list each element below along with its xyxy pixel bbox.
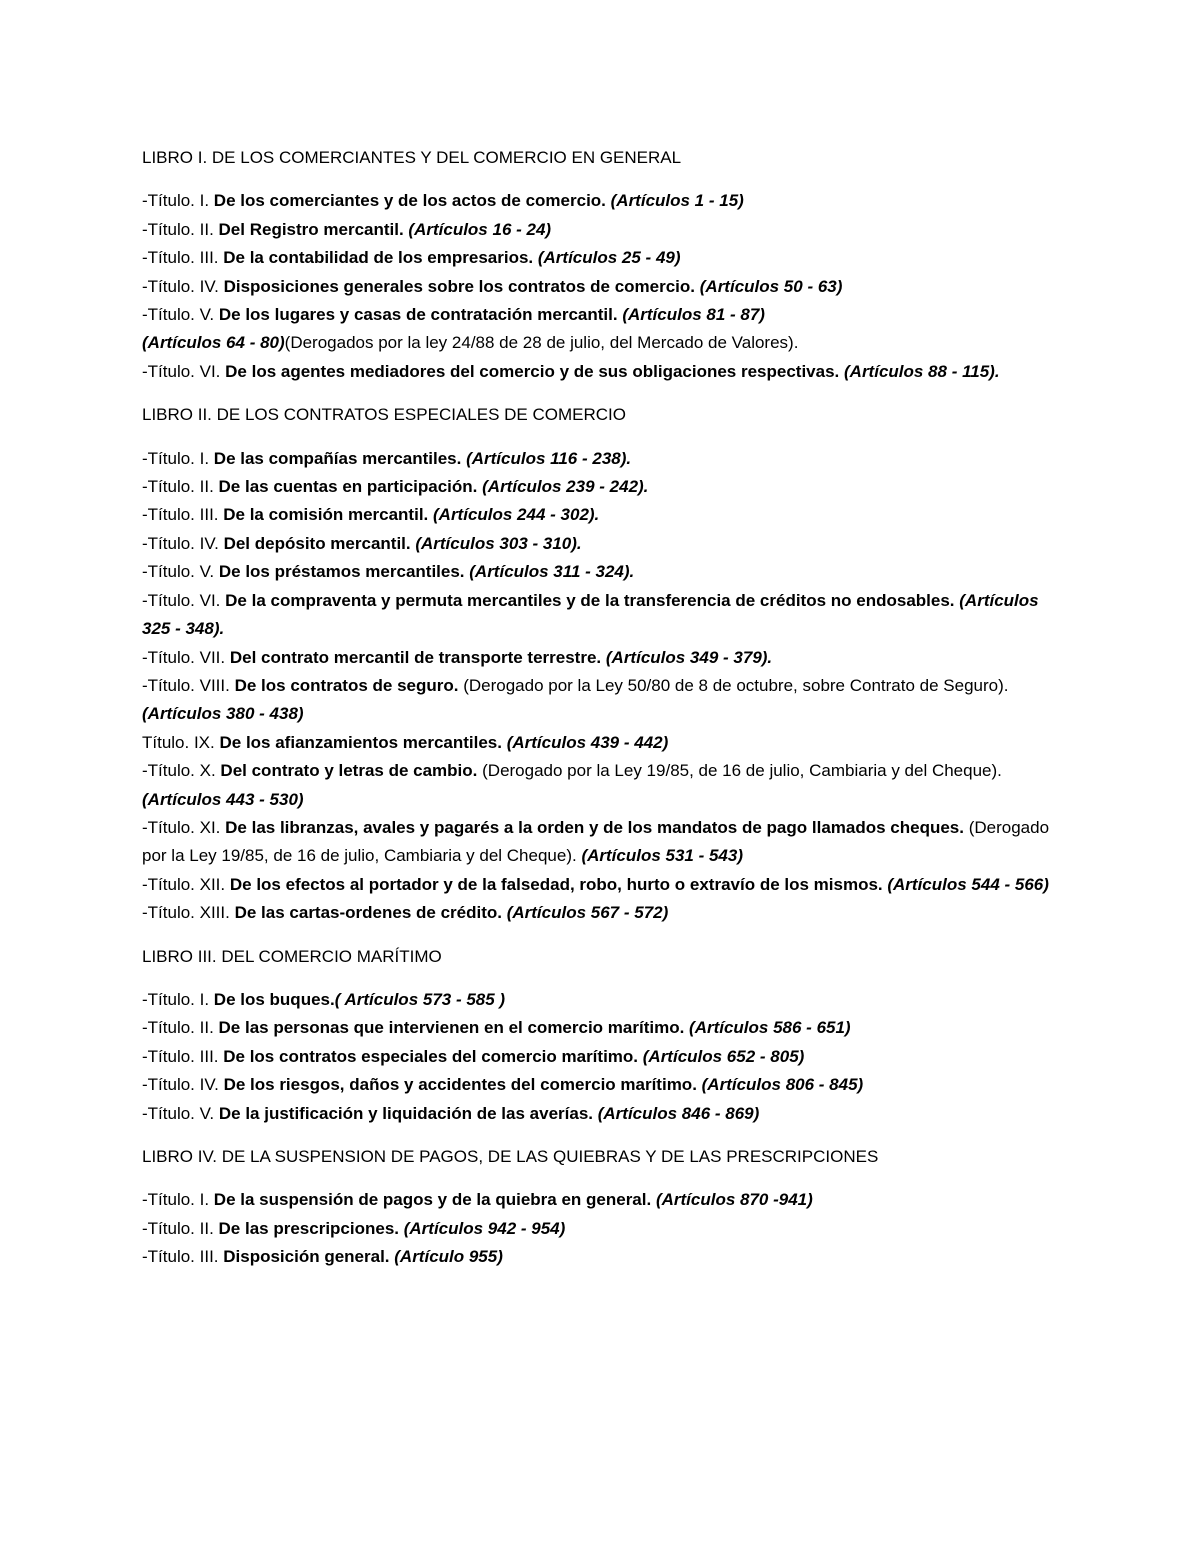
title-text: -Título. I.: [142, 989, 214, 1009]
title-text: -Título. III.: [142, 1247, 224, 1267]
title-text: -Título. IV.: [142, 533, 224, 553]
title-name: De las libranzas, avales y pagarés a la orden y de los mandatos de pago llamados cheques.: [225, 817, 969, 837]
article-range: (Artículos 16 - 24): [408, 219, 552, 239]
title-text: -Título. II.: [142, 219, 219, 239]
title-text: -Título. I.: [142, 448, 214, 468]
title-text: -Título. III.: [142, 248, 224, 268]
title-entry: [142, 558, 1062, 586]
title-name: De los contratos especiales del comercio marítimo.: [223, 1046, 643, 1066]
article-range: (Artículos 439 - 442): [506, 732, 669, 752]
title-name: De la comisión mercantil.: [223, 505, 433, 525]
title-name: De las prescripciones.: [218, 1218, 404, 1238]
title-name: Disposición general.: [223, 1247, 395, 1267]
title-name: De los agentes mediadores del comercio y de sus obligaciones respectivas.: [225, 361, 844, 381]
title-entry: [142, 672, 1062, 729]
title-list: [142, 986, 1062, 1128]
article-range: (Artículos 567 - 572): [506, 903, 669, 923]
title-entry: [142, 587, 1062, 644]
title-text: -Título. III.: [142, 1046, 224, 1066]
title-text: -Título. V.: [142, 562, 219, 582]
title-name: Del contrato y letras de cambio.: [220, 761, 483, 781]
title-text: -Título. V.: [142, 1103, 219, 1123]
title-entry: [142, 814, 1062, 871]
article-range: (Artículos 325 - 348).: [142, 590, 1039, 639]
title-name: De los comerciantes y de los actos de comercio.: [213, 191, 611, 211]
title-name: De los préstamos mercantiles.: [218, 562, 470, 582]
title-text: -Título. VI.: [142, 590, 226, 610]
title-entry: [142, 216, 1062, 244]
title-name: De los riesgos, daños y accidentes del comercio marítimo.: [223, 1075, 702, 1095]
article-range: (Artículos 846 - 869): [597, 1103, 760, 1123]
title-text: -Título. VII.: [142, 647, 230, 667]
title-entry: [142, 1071, 1062, 1099]
title-name: De la justificación y liquidación de las averías.: [218, 1103, 598, 1123]
article-range: (Artículos 652 - 805): [642, 1046, 805, 1066]
book-3: [142, 943, 1062, 1128]
article-range: (Artículos 806 - 845): [701, 1075, 864, 1095]
title-text: (Derogado por la Ley 50/80 de 8 de octubre, sobre Contrato de Seguro).: [463, 675, 1009, 695]
title-text: -Título. II.: [142, 477, 219, 497]
article-range: (Artículos 380 - 438): [142, 704, 304, 724]
book-4: [142, 1143, 1062, 1272]
title-name: De la suspensión de pagos y de la quiebra en general.: [213, 1190, 656, 1210]
article-range: (Artículos 244 - 302).: [433, 505, 600, 525]
title-text: -Título. X.: [142, 761, 221, 781]
title-name: De las cartas-ordenes de crédito.: [234, 903, 507, 923]
title-name: De los contratos de seguro.: [234, 675, 464, 695]
title-entry: [142, 644, 1062, 672]
title-entry: [142, 501, 1062, 529]
article-range: (Artículos 116 - 238).: [466, 448, 632, 468]
article-range: (Artículos 88 - 115).: [844, 361, 1000, 381]
title-entry: [142, 358, 1062, 386]
title-entry: [142, 1243, 1062, 1271]
title-entry: [142, 530, 1062, 558]
title-entry: [142, 899, 1062, 927]
book-title: LIBRO IV. DE LA SUSPENSION DE PAGOS, DE LAS QUIEBRAS Y DE LAS PRESCRIPCIONES: [142, 1147, 879, 1166]
article-range: (Artículos 544 - 566): [887, 874, 1049, 894]
book-title: LIBRO III. DEL COMERCIO MARÍTIMO: [142, 946, 442, 966]
title-entry: [142, 244, 1062, 272]
article-range: (Artículos 349 - 379).: [605, 647, 773, 667]
title-text: -Título. XII.: [142, 874, 230, 894]
title-list: [142, 1186, 1062, 1271]
title-text: -Título. I.: [142, 1190, 214, 1210]
title-text: -Título. IV.: [142, 276, 224, 296]
title-name: De los efectos al portador y de la falsedad, robo, hurto o extravío de los mismos.: [229, 874, 888, 894]
document-page: [142, 144, 1062, 1287]
article-range: (Artículos 443 - 530): [142, 789, 304, 809]
title-name: De la compraventa y permuta mercantiles y de la transferencia de créditos no endosables.: [225, 590, 960, 610]
article-range: (Artículos 870 -941): [655, 1190, 813, 1210]
article-range: (Artículos 942 - 954): [403, 1218, 566, 1238]
title-name: De los buques.: [213, 989, 335, 1009]
title-name: De los lugares y casas de contratación mercantil.: [218, 305, 623, 325]
title-entry: [142, 301, 1062, 329]
title-text: -Título. I.: [142, 191, 214, 211]
title-text: (Derogado por la Ley 19/85, de 16 de julio, Cambiaria y del Cheque).: [142, 817, 1050, 866]
article-range: (Artículos 25 - 49): [537, 248, 681, 268]
title-text: -Título. IV.: [142, 1075, 224, 1095]
title-text: (Derogados por la ley 24/88 de 28 de julio, del Mercado de Valores).: [284, 333, 799, 353]
title-list: [142, 187, 1062, 386]
book-title: LIBRO I. DE LOS COMERCIANTES Y DEL COMERCIO EN GENERAL: [142, 148, 682, 167]
article-range: (Artículos 64 - 80): [142, 333, 285, 353]
title-text: -Título. II.: [142, 1218, 219, 1238]
title-entry: [142, 1043, 1062, 1071]
title-entry: [142, 1014, 1062, 1042]
title-text: (Derogado por la Ley 19/85, de 16 de julio, Cambiaria y del Cheque).: [482, 761, 1002, 781]
title-text: -Título. XIII.: [142, 903, 235, 923]
title-entry: [142, 1215, 1062, 1243]
article-range: (Artículo 955): [394, 1247, 503, 1267]
title-name: De las personas que intervienen en el comercio marítimo.: [218, 1018, 690, 1038]
article-range: (Artículos 311 - 324).: [469, 562, 635, 582]
book-title: LIBRO II. DE LOS CONTRATOS ESPECIALES DE COMERCIO: [142, 405, 626, 425]
book-1: [142, 144, 1062, 386]
title-entry: [142, 986, 1062, 1014]
title-name: Del contrato mercantil de transporte terrestre.: [229, 647, 606, 667]
article-range: (Artículos 586 - 651): [689, 1018, 851, 1038]
title-entry: [142, 1186, 1062, 1214]
title-text: -Título. XI.: [142, 817, 226, 837]
title-entry: [142, 1100, 1062, 1128]
title-entry: [142, 273, 1062, 301]
article-range: (Artículos 1 - 15): [610, 191, 744, 211]
title-text: -Título. III.: [142, 505, 224, 525]
title-entry: [142, 871, 1062, 899]
title-text: -Título. VI.: [142, 361, 226, 381]
title-name: Del depósito mercantil.: [223, 533, 416, 553]
title-text: -Título. V.: [142, 305, 219, 325]
article-range: (Artículos 239 - 242).: [482, 477, 649, 497]
title-text: -Título. II.: [142, 1018, 219, 1038]
title-entry: [142, 329, 1062, 357]
title-name: De los afianzamientos mercantiles.: [219, 732, 507, 752]
title-name: De la contabilidad de los empresarios.: [223, 248, 538, 268]
title-entry: [142, 757, 1062, 814]
book-2: [142, 401, 1062, 927]
article-range: ( Artículos 573 - 585 ): [334, 989, 506, 1009]
title-text: Título. IX.: [142, 732, 220, 752]
title-text: -Título. VIII.: [142, 675, 235, 695]
title-entry: [142, 473, 1062, 501]
title-name: Disposiciones generales sobre los contratos de comercio.: [223, 276, 700, 296]
article-range: (Artículos 50 - 63): [699, 276, 843, 296]
title-list: [142, 445, 1062, 928]
title-name: De las compañías mercantiles.: [213, 448, 467, 468]
title-name: De las cuentas en participación.: [218, 477, 483, 497]
title-entry: [142, 187, 1062, 215]
article-range: (Artículos 303 - 310).: [415, 533, 582, 553]
title-name: Del Registro mercantil.: [218, 219, 409, 239]
article-range: (Artículos 81 - 87): [622, 305, 765, 325]
title-entry: [142, 445, 1062, 473]
title-entry: [142, 729, 1062, 757]
article-range: (Artículos 531 - 543): [581, 846, 743, 866]
